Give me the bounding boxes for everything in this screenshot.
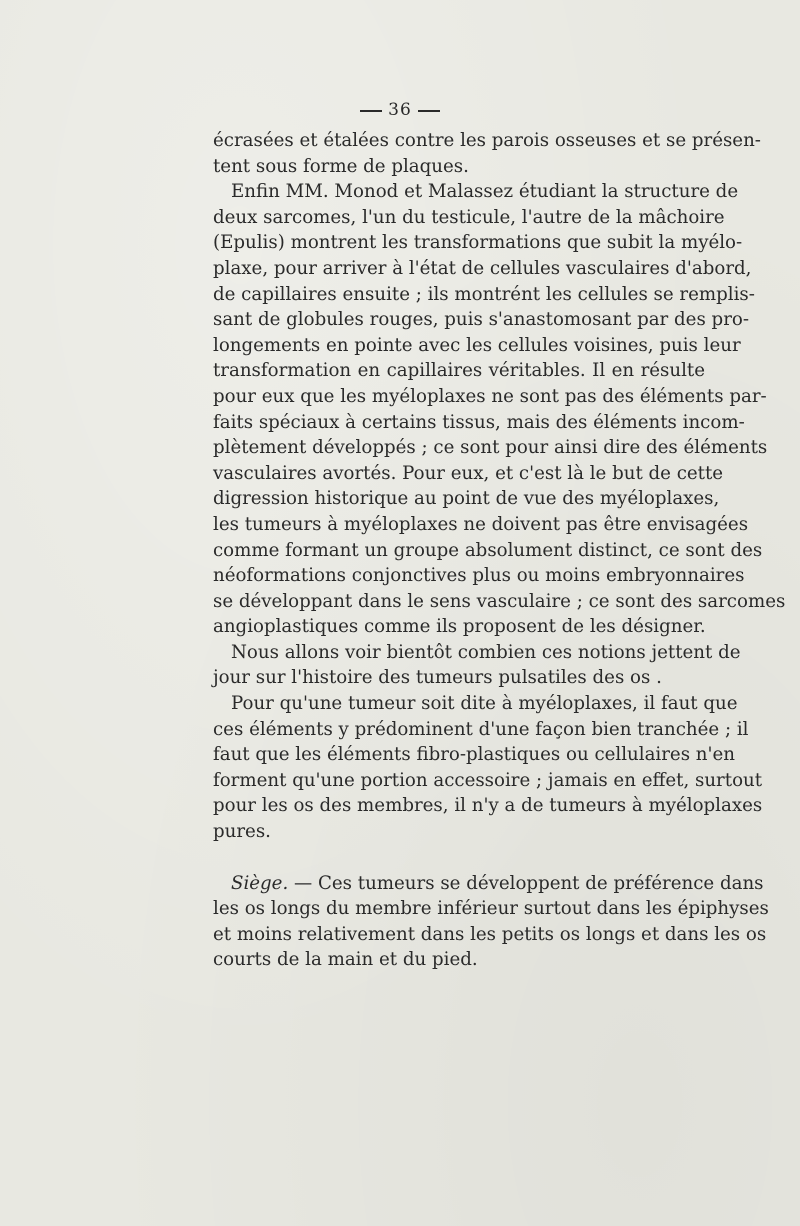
section-heading-siege: Siège.: [231, 872, 289, 894]
paragraph: [213, 640, 741, 691]
text-line: Pour qu'une tumeur soit dite à myéloplaxes, il faut que: [231, 693, 738, 715]
text-line: sant de globules rouges, puis s'anastomosant par des pro-: [213, 309, 749, 331]
paragraph-siege: [213, 871, 769, 973]
text-line: de capillaires ensuite ; ils montrént les cellules se remplis-: [213, 283, 755, 305]
folio-dash-right: [418, 110, 440, 112]
text-line: transformation en capillaires véritables. Il en résulte: [213, 360, 705, 382]
body-text: [213, 128, 786, 973]
text-line: les tumeurs à myéloplaxes ne doivent pas être envisagées: [213, 513, 749, 535]
text-line: vasculaires avortés. Pour eux, et c'est là le but de cette: [213, 462, 724, 484]
text-line: comme formant un groupe absolument distinct, ce sont des: [213, 539, 763, 561]
text-line: courts de la main et du pied.: [213, 949, 478, 971]
text-line: plètement développés ; ce sont pour ainsi dire des éléments: [213, 437, 768, 459]
text-line: digression historique au point de vue des myéloplaxes,: [213, 488, 720, 510]
text-line: pour eux que les myéloplaxes ne sont pas des éléments par-: [213, 385, 767, 407]
text-line: pour les os des membres, il n'y a de tumeurs à myéloplaxes: [213, 795, 763, 817]
text-line: ces éléments y prédominent d'une façon bien tranchée ; il: [213, 718, 749, 740]
page-number-value: 36: [388, 100, 412, 120]
text-line: pures.: [213, 821, 271, 843]
text-line: (Epulis) montrent les transformations que subit la myélo-: [213, 232, 743, 254]
text-line: Enfin MM. Monod et Malassez étudiant la structure de: [231, 181, 739, 203]
paragraph: [213, 179, 786, 640]
text-line: faut que les éléments fibro-plastiques ou cellulaires n'en: [213, 744, 736, 766]
folio-dash-left: [360, 110, 382, 112]
text-line: [213, 871, 764, 897]
text-line: longements en pointe avec les cellules voisines, puis leur: [213, 334, 741, 356]
text-line: et moins relativement dans les petits os longs et dans les os: [213, 923, 767, 945]
text-line: les os longs du membre inférieur surtout dans les épiphyses: [213, 898, 769, 920]
text-line: angioplastiques comme ils proposent de les désigner.: [213, 616, 706, 638]
paragraph: [213, 691, 763, 845]
text-line: faits spéciaux à certains tissus, mais des éléments incom-: [213, 411, 745, 433]
text-line-rest: — Ces tumeurs se développent de préférence dans: [288, 872, 764, 894]
section-gap: [213, 845, 705, 871]
text-line: deux sarcomes, l'un du testicule, l'autre de la mâchoire: [213, 206, 725, 228]
text-line: forment qu'une portion accessoire ; jamais en effet, surtout: [213, 769, 763, 791]
text-line: écrasées et étalées contre les parois osseuses et se présen-: [213, 130, 761, 151]
text-line: plaxe, pour arriver à l'état de cellules vasculaires d'abord,: [213, 257, 752, 279]
paragraph: [213, 128, 761, 179]
text-line: tent sous forme de plaques.: [213, 155, 469, 177]
text-line: Nous allons voir bientôt combien ces notions jettent de: [231, 641, 741, 663]
text-line: jour sur l'histoire des tumeurs pulsatiles des os .: [213, 667, 662, 689]
page-number: [0, 100, 800, 120]
text-line: néoformations conjonctives plus ou moins embryonnaires: [213, 565, 745, 587]
text-line: se développant dans le sens vasculaire ; ce sont des sarcomes: [213, 590, 786, 612]
